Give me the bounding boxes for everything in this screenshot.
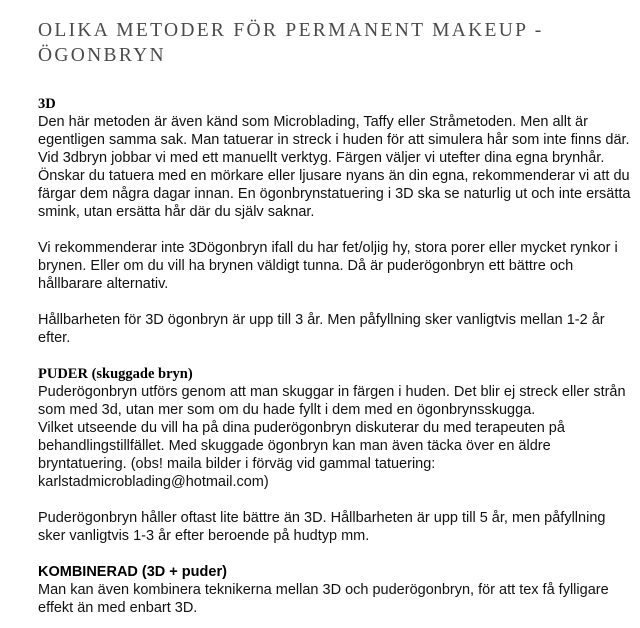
section-puder [38, 365, 634, 545]
page-title: OLIKA METODER FÖR PERMANENT MAKEUP - ÖGONBRYN [38, 20, 544, 66]
paragraph-puder-durability: Puderögonbryn håller oftast lite bättre än 3D. Hållbarheten är upp till 5 år, men påfyllning sker vanligtvis 1-3 år efter beroende på hudtyp mm. [38, 510, 606, 544]
paragraph-kombinerad-intro: Man kan även kombinera teknikerna mellan 3D och puderögonbryn, för att tex få fylligare effekt än med enbart 3D. [38, 582, 609, 616]
paragraph-3d-intro: Den här metoden är även känd som Microblading, Taffy eller Stråmetoden. Men allt är egentligen samma sak. Man tatuerar in streck i huden för att simulera hår som inte finns där. Vid 3dbryn jobbar vi med ett manuellt verktyg. Färgen väljer vi utefter dina egna brynhår. Önskar du tatuera med en mörkare eller ljusare nyans än din egna, rekommenderar vi att du färgar dem några dagar innan. En ögonbrynstatuering i 3D ska se naturlig ut och inte ersätta smink, utan ersätta hår där du själv saknar. [38, 114, 631, 220]
paragraph-3d-recommendation: Vi rekommenderar inte 3Dögonbryn ifall du har fet/oljig hy, stora porer eller mycket rynkor i brynen. Eller om du vill ha brynen väldigt tunna. Då är puderögonbryn ett bättre och hållbarare alternativ. [38, 240, 618, 292]
paragraph-3d-durability: Hållbarheten för 3D ögonbryn är upp till 3 år. Men påfyllning sker vanligtvis mellan 1-2 år efter. [38, 312, 605, 346]
article [38, 18, 634, 617]
paragraph-puder-consultation: Vilket utseende du vill ha på dina puderögonbryn diskuterar du med terapeuten på behandlingstillfället. Med skuggade ögonbryn kan man även täcka över en äldre bryntatuering. (obs! maila bilder i förväg vid gammal tatuering: karlstadmicroblading@hotmail.com) [38, 420, 565, 490]
paragraph-puder-intro: Puderögonbryn utförs genom att man skuggar in färgen i huden. Det blir ej streck eller strån som med 3d, utan mer som om du hade fyllt i dem med en ögonbrynsskugga. [38, 384, 626, 418]
section-3d [38, 95, 634, 347]
section-kombinerad [38, 563, 634, 617]
section-heading-3d: 3D [38, 96, 56, 112]
section-heading-kombinerad: KOMBINERAD (3D + puder) [38, 564, 227, 580]
section-heading-puder: PUDER (skuggade bryn) [38, 366, 193, 382]
